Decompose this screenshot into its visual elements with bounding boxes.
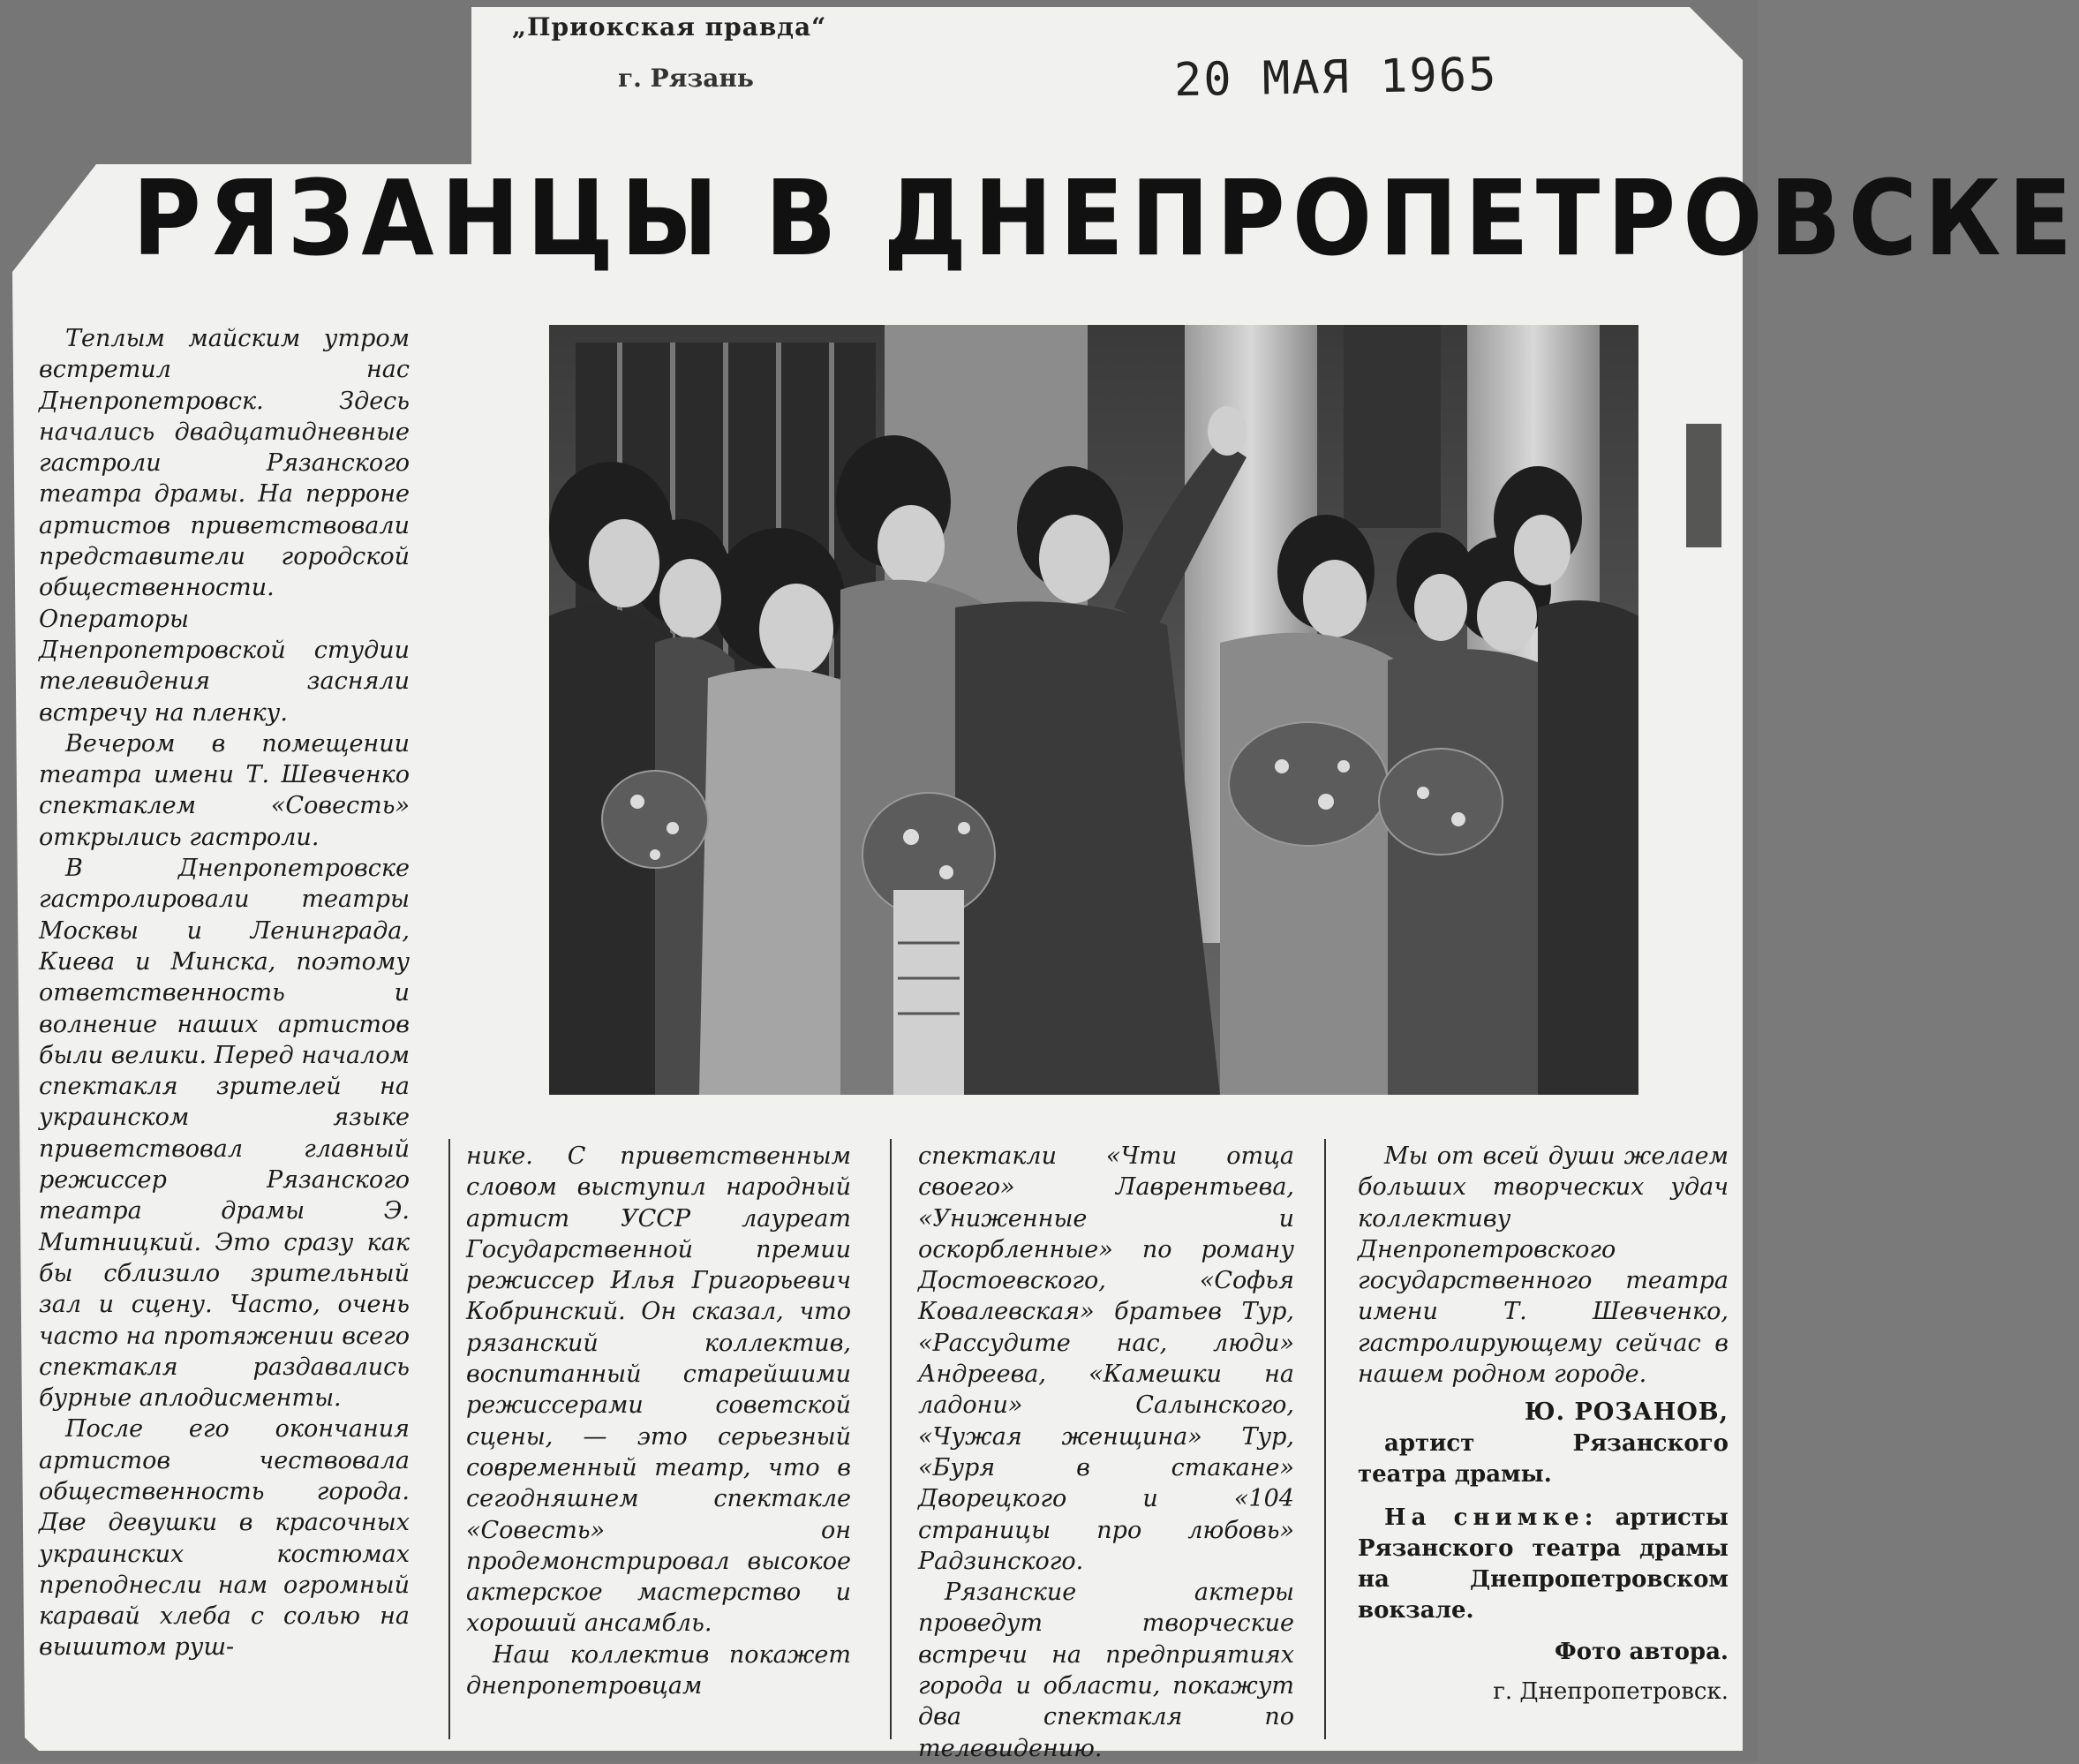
paragraph: нике. С приветственным словом выступил народный артист УССР лауреат Государственной премии режиссер Илья Григорьевич Кобринский. Он сказал, что рязанский коллектив, воспитанный старейшими режиссерами советской сцены, — это серьезный современный театр, что в сегодняшнем спектакле «Совесть» он продемонстрировал высокое актерское мастерство и хороший ансамбль.	[466, 1142, 851, 1638]
paragraph: спектакли «Чти отца своего» Лаврентьева, «Униженные и оскорбленные» по роману Достоевского, «Софья Ковалевская» братьев Тур, «Рассудите нас, люди» Андреева, «Камешки на ладони» Салынского, «Чужая женщина» Тур, «Буря в стакане» Дворецкого и «104 страницы про любовь» Радзинского.	[918, 1142, 1294, 1575]
paragraph: Рязанские актеры проведут творческие встречи на предприятиях города и области, покажут два спектакля по телевидению.	[918, 1579, 1294, 1762]
article-column-3	[918, 1141, 1294, 1764]
paragraph: Вечером в помещении театра имени Т. Шевченко спектаклем «Совесть» открылись гастроли.	[39, 729, 410, 851]
article-column-2	[466, 1141, 851, 1701]
photo-caption: артисты Рязанского театра драмы на Днепропетровском вокзале.	[1358, 1504, 1729, 1624]
author-name: Ю. РОЗАНОВ,	[1524, 1398, 1729, 1427]
column-divider	[448, 1139, 450, 1739]
newspaper-city-stamp: г. Рязань	[618, 64, 754, 93]
date-stamp: 20 МАЯ 1965	[1173, 48, 1498, 108]
photo-credit: Фото автора.	[1555, 1638, 1729, 1665]
paragraph: После его окончания артистов чествовала общественность города. Две девушки в красочных украинских костюмах преподнесли нам огромный каравай хлеба с солью на вышитом руш-	[39, 1415, 410, 1662]
paragraph: Мы от всей души желаем больших творческих удач коллективу Днепропетровского государственного театра имени Т. Шевченко, гастролирующему сейчас в нашем родном городе.	[1358, 1142, 1729, 1389]
article-column-4	[1358, 1141, 1729, 1707]
column-divider	[1324, 1139, 1326, 1739]
newspaper-source-stamp: „Приокская правда“	[512, 12, 827, 41]
paragraph: В Днепропетровске гастролировали театры Москвы и Ленинграда, Киева и Минска, поэтому ответственность и волнение наших артистов были велики. Перед началом спектакля зрителей на украинском языке приветствовал главный режиссер Рязанского театра драмы Э. Митницкий. Это сразу как бы сблизило зрительный зал и сцену. Часто, очень часто на протяжении всего спектакля раздавались бурные аплодисменты.	[39, 855, 410, 1413]
adjacent-clipping-fragment	[1686, 424, 1721, 547]
column-divider	[890, 1139, 892, 1739]
dateline-place: г. Днепропетровск.	[1493, 1677, 1729, 1705]
caption-lead: На снимке:	[1384, 1504, 1599, 1531]
photo-group-of-actors-icon	[549, 325, 1638, 1095]
paragraph: Теплым майским утром встретил нас Днепропетровск. Здесь начались двадцатидневные гастроли Рязанского театра драмы. На перроне артистов приветствовали представители городской общественности. Операторы Днепропетровской студии телевидения засняли встречу на пленку.	[39, 325, 410, 727]
article-photo	[549, 325, 1638, 1095]
author-role: артист Рязанского театра драмы.	[1358, 1429, 1729, 1488]
article-headline: РЯЗАНЦЫ В ДНЕПРОПЕТРОВСКЕ	[132, 157, 2079, 279]
article-column-1	[39, 323, 410, 1663]
paragraph: Наш коллектив покажет днепропетровцам	[466, 1640, 851, 1700]
